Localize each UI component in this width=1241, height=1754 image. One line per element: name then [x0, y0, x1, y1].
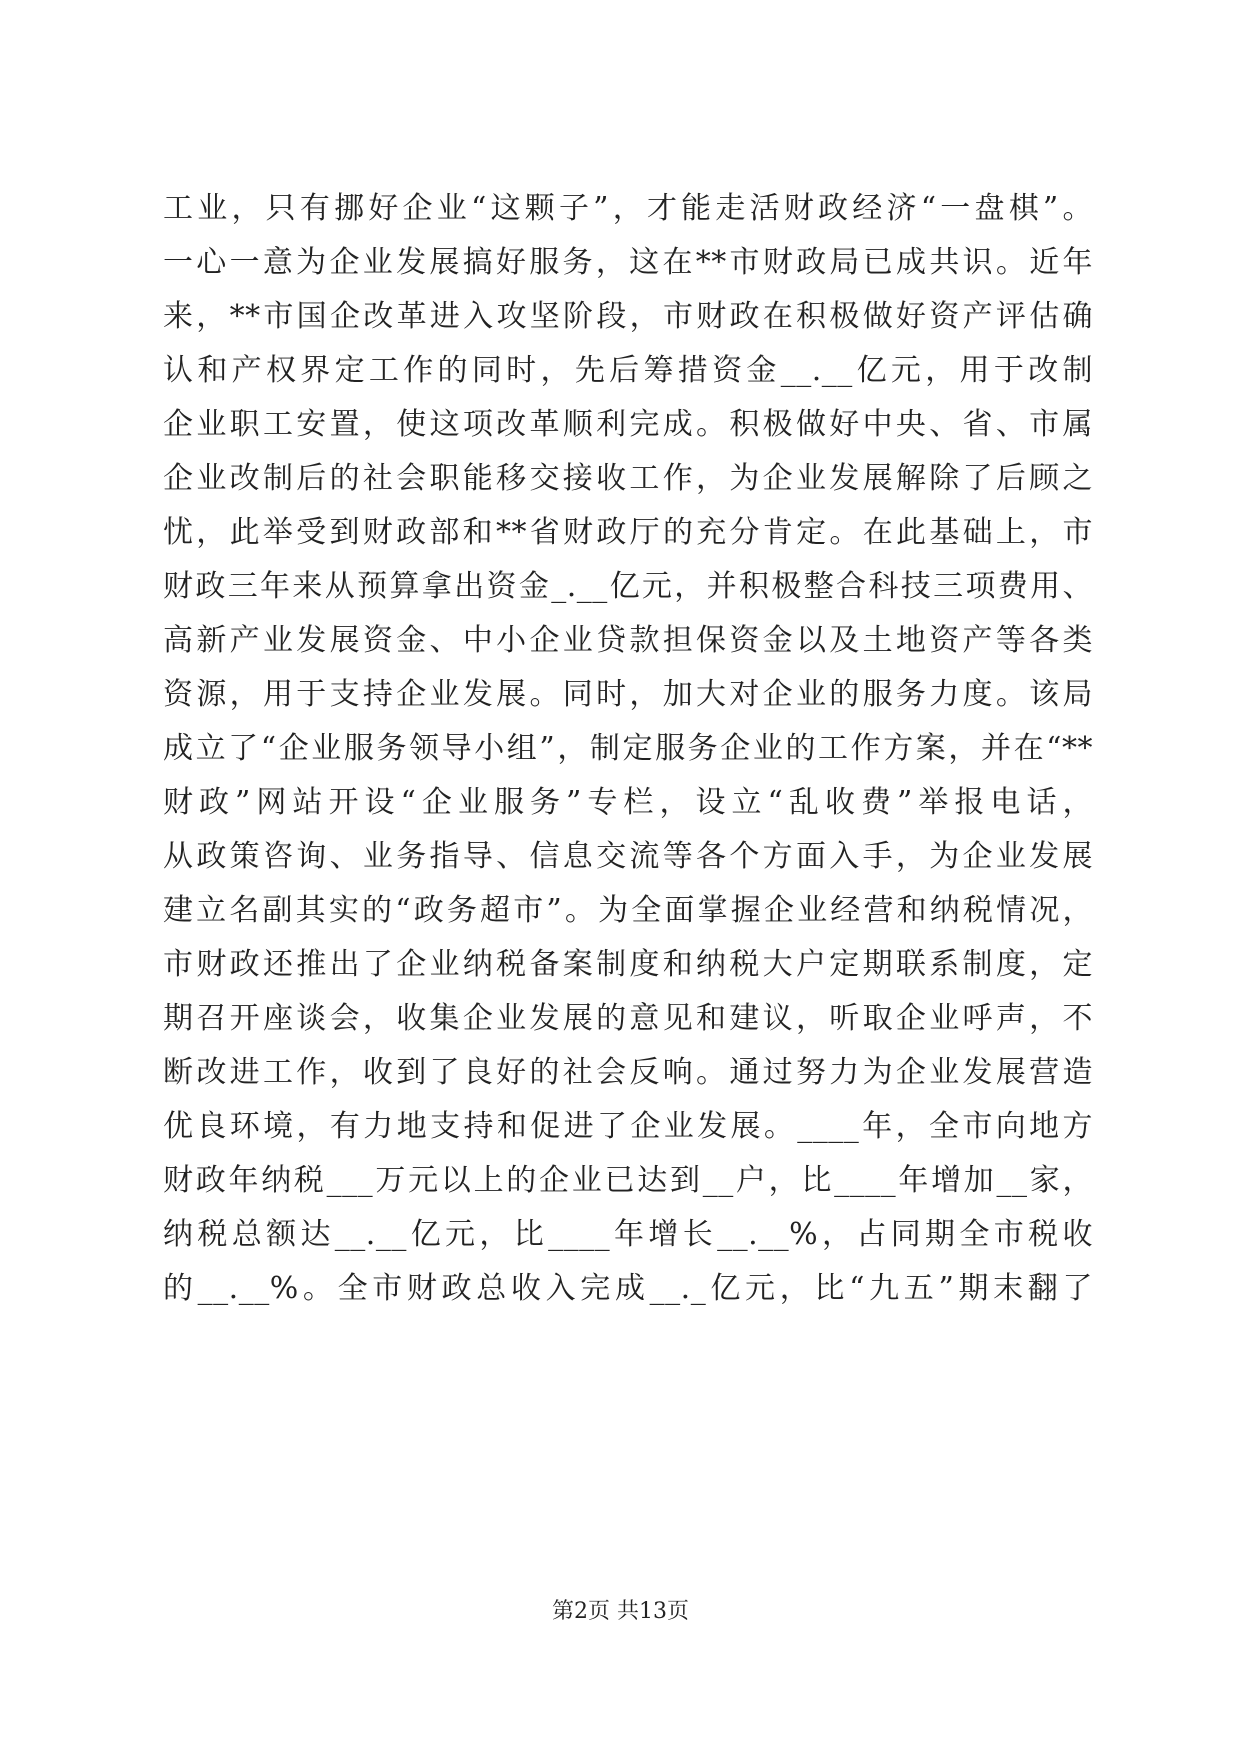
- page-number-footer: 第2页 共13页: [552, 1599, 689, 1624]
- text-line: 从政策咨询、业务指导、信息交流等各个方面入手，为企业发展: [163, 839, 1093, 874]
- text-line: 市财政还推出了企业纳税备案制度和纳税大户定期联系制度，定: [163, 947, 1093, 982]
- text-line: 断改进工作，收到了良好的社会反响。通过努力为企业发展营造: [163, 1055, 1093, 1090]
- text-line: 的__.__%。全市财政总收入完成__._亿元，比“九五”期末翻了: [163, 1271, 1093, 1306]
- text-line: 成立了“企业服务领导小组”，制定服务企业的工作方案，并在“**: [163, 731, 1093, 766]
- text-line: 工业，只有挪好企业“这颗子”，才能走活财政经济“一盘棋”。: [163, 191, 1093, 226]
- text-line: 资源，用于支持企业发展。同时，加大对企业的服务力度。该局: [163, 677, 1093, 712]
- text-line: 认和产权界定工作的同时，先后筹措资金__.__亿元，用于改制: [163, 353, 1093, 388]
- body-paragraph: [163, 182, 1093, 1316]
- text-line: 高新产业发展资金、中小企业贷款担保资金以及土地资产等各类: [163, 623, 1093, 658]
- text-line: 来，**市国企改革进入攻坚阶段，市财政在积极做好资产评估确: [163, 299, 1093, 334]
- text-line: 忧，此举受到财政部和**省财政厅的充分肯定。在此基础上，市: [163, 515, 1093, 550]
- text-line: 优良环境，有力地支持和促进了企业发展。____年，全市向地方: [163, 1109, 1093, 1144]
- text-line: 建立名副其实的“政务超市”。为全面掌握企业经营和纳税情况，: [163, 893, 1093, 928]
- text-line: 企业职工安置，使这项改革顺利完成。积极做好中央、省、市属: [163, 407, 1093, 442]
- text-line: 财政”网站开设“企业服务”专栏，设立“乱收费”举报电话，: [163, 785, 1093, 820]
- text-line: 纳税总额达__.__亿元，比____年增长__.__%，占同期全市税收: [163, 1217, 1093, 1252]
- text-line: 期召开座谈会，收集企业发展的意见和建议，听取企业呼声，不: [163, 1001, 1093, 1036]
- text-line: 财政三年来从预算拿出资金_.__亿元，并积极整合科技三项费用、: [163, 569, 1093, 604]
- text-line: 财政年纳税___万元以上的企业已达到__户，比____年增加__家，: [163, 1163, 1093, 1198]
- text-line: 一心一意为企业发展搞好服务，这在**市财政局已成共识。近年: [163, 245, 1093, 280]
- text-line: 企业改制后的社会职能移交接收工作，为企业发展解除了后顾之: [163, 461, 1093, 496]
